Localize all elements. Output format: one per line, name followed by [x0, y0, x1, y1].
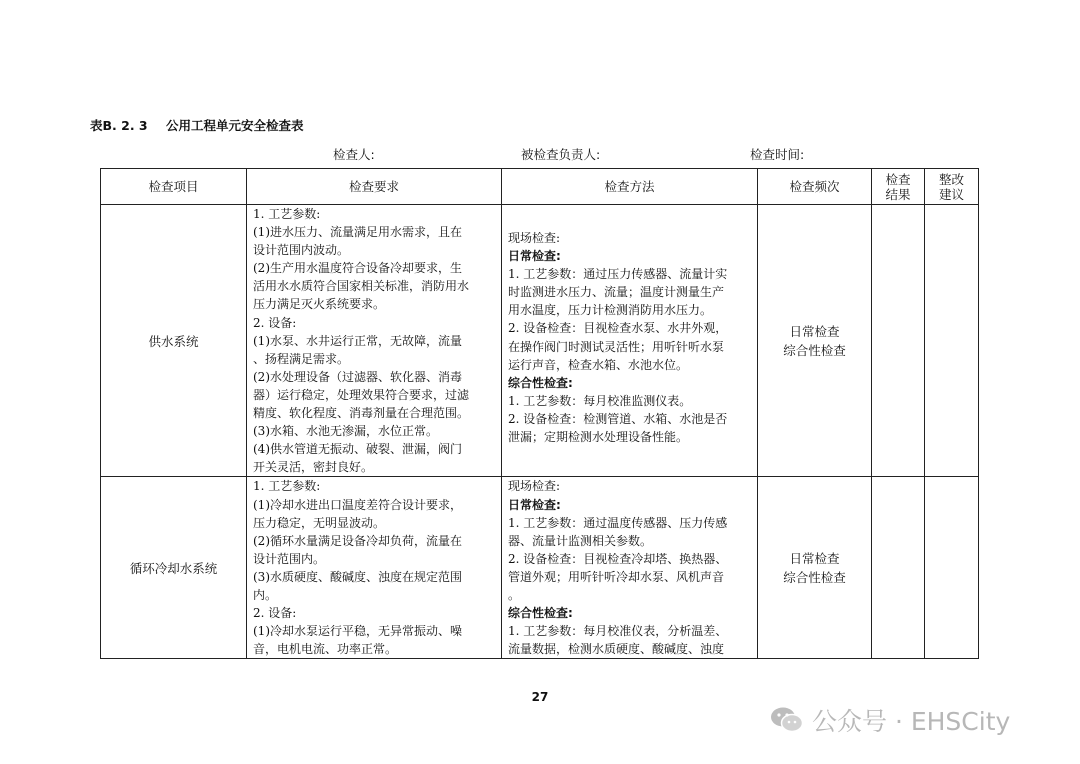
row-methods: [502, 205, 758, 477]
method-line: 用水温度，压力计检测消防用水压力。: [508, 303, 713, 318]
header-advice-line1: 整改: [938, 171, 964, 187]
requirement-line: 压力满足灭火系统要求。: [253, 297, 386, 312]
method-line: 运行声音，检查水箱、水池水位。: [508, 357, 689, 372]
method-line: 1. 工艺参数：通过温度传感器、压力传感: [508, 515, 728, 530]
requirement-line: 音，电机电流、功率正常。: [253, 642, 398, 657]
header-frequency: 检查频次: [758, 169, 872, 205]
requirement-line: 设计范围内。: [253, 551, 326, 566]
requirement-line: (1)进水压力、流量满足用水需求，且在: [253, 225, 462, 240]
requirement-line: 器）运行稳定，处理效果符合要求，过滤: [253, 387, 470, 402]
header-advice: [925, 169, 979, 205]
row-requirements: [247, 477, 502, 659]
requirement-line: 2. 设备:: [253, 315, 297, 330]
requirement-line: 活用水水质符合国家相关标准，消防用水: [253, 279, 470, 294]
method-line: 综合性检查:: [508, 606, 573, 621]
frequency-line: 日常检查: [789, 550, 840, 566]
method-line: 日常检查:: [508, 249, 561, 264]
method-line: 时监测进水压力、流量；温度计测量生产: [508, 285, 725, 300]
frequency-line: 综合性检查: [783, 569, 846, 585]
row-result-cell[interactable]: [872, 205, 925, 477]
table-caption: [90, 116, 304, 134]
frequency-line: 综合性检查: [783, 342, 846, 358]
method-line: 现场检查:: [508, 479, 561, 494]
requirement-line: 开关灵活，密封良好。: [253, 460, 374, 475]
requirement-line: (3)水质硬度、酸碱度、浊度在规定范围: [253, 569, 462, 584]
header-advice-line2: 建议: [938, 186, 964, 202]
requirement-line: (4)供水管道无振动、破裂、泄漏，阀门: [253, 442, 462, 457]
wechat-icon: [770, 706, 804, 734]
row-frequency: [758, 205, 872, 477]
header-requirement: 检查要求: [247, 169, 502, 205]
watermark: [770, 702, 1010, 738]
frequency-line: 日常检查: [789, 323, 840, 339]
requirement-line: 精度、软化程度、消毒剂量在合理范围。: [253, 406, 470, 421]
row-advice-cell[interactable]: [925, 205, 979, 477]
method-line: 器、流量计监测相关参数。: [508, 533, 653, 548]
requirement-line: (1)冷却水泵运行平稳，无异常振动、噪: [253, 624, 462, 639]
requirement-line: 1. 工艺参数:: [253, 207, 321, 221]
requirement-line: 内。: [253, 587, 278, 602]
header-method: 检查方法: [502, 169, 758, 205]
row-methods: [502, 477, 758, 659]
row-frequency: [758, 477, 872, 659]
method-line: 在操作阀门时测试灵活性；用听针听水泵: [508, 339, 725, 354]
method-line: 现场检查:: [508, 231, 561, 245]
requirement-line: 、扬程满足需求。: [253, 351, 350, 366]
row-advice-cell[interactable]: [925, 477, 979, 659]
requirement-line: (2)生产用水温度符合设备冷却要求，生: [253, 261, 462, 276]
method-line: 管道外观；用听针听冷却水泵、风机声音: [508, 569, 725, 584]
method-line: 2. 设备检查：检测管道、水箱、水池是否: [508, 411, 728, 426]
method-line: 2. 设备检查：目视检查水泵、水井外观，: [508, 321, 728, 336]
table-row: [101, 477, 979, 659]
row-item-name: 供水系统: [101, 205, 247, 477]
requirement-line: 设计范围内波动。: [253, 243, 350, 258]
method-line: 1. 工艺参数：每月校准仪表，分析温差、: [508, 624, 728, 639]
caption-number: 表B. 2. 3: [90, 118, 148, 133]
requirement-line: (1)冷却水进出口温度差符合设计要求，: [253, 497, 462, 512]
header-item: 检查项目: [101, 169, 247, 205]
method-line: 日常检查:: [508, 497, 561, 512]
method-line: 1. 工艺参数：每月校准监测仪表。: [508, 393, 692, 408]
method-line: 流量数据，检测水质硬度、酸碱度、浊度: [508, 642, 725, 657]
requirement-line: 1. 工艺参数:: [253, 479, 321, 494]
time-label: 检查时间:: [750, 147, 805, 162]
table-row: [101, 205, 979, 477]
requirement-line: (2)循环水量满足设备冷却负荷，流量在: [253, 533, 462, 548]
method-line: 1. 工艺参数：通过压力传感器、流量计实: [508, 267, 728, 282]
inspector-label: 检查人:: [333, 147, 375, 162]
safety-check-table: [100, 168, 979, 659]
requirement-line: 压力稳定，无明显波动。: [253, 515, 386, 530]
header-result-line2: 结果: [885, 186, 911, 202]
page-number: 27: [531, 690, 549, 704]
header-result-line1: 检查: [885, 171, 911, 187]
requirement-line: 2. 设备:: [253, 606, 297, 621]
method-line: 2. 设备检查：目视检查冷却塔、换热器、: [508, 551, 728, 566]
row-result-cell[interactable]: [872, 477, 925, 659]
requirement-line: (3)水箱、水池无渗漏，水位正常。: [253, 424, 438, 439]
method-line: 综合性检查:: [508, 375, 573, 390]
responsible-label: 被检查负责人:: [521, 147, 601, 162]
row-item-name: 循环冷却水系统: [101, 477, 247, 659]
header-result: [872, 169, 925, 205]
method-line: 泄漏；定期检测水处理设备性能。: [508, 430, 689, 445]
caption-title: 公用工程单元安全检查表: [165, 118, 304, 133]
watermark-text: 公众号 · EHSCity: [812, 707, 1011, 736]
row-requirements: [247, 205, 502, 477]
requirement-line: (2)水处理设备（过滤器、软化器、消毒: [253, 369, 462, 384]
header-row: [101, 169, 979, 205]
requirement-line: (1)水泵、水井运行正常，无故障，流量: [253, 333, 462, 348]
method-line: 。: [508, 587, 521, 602]
